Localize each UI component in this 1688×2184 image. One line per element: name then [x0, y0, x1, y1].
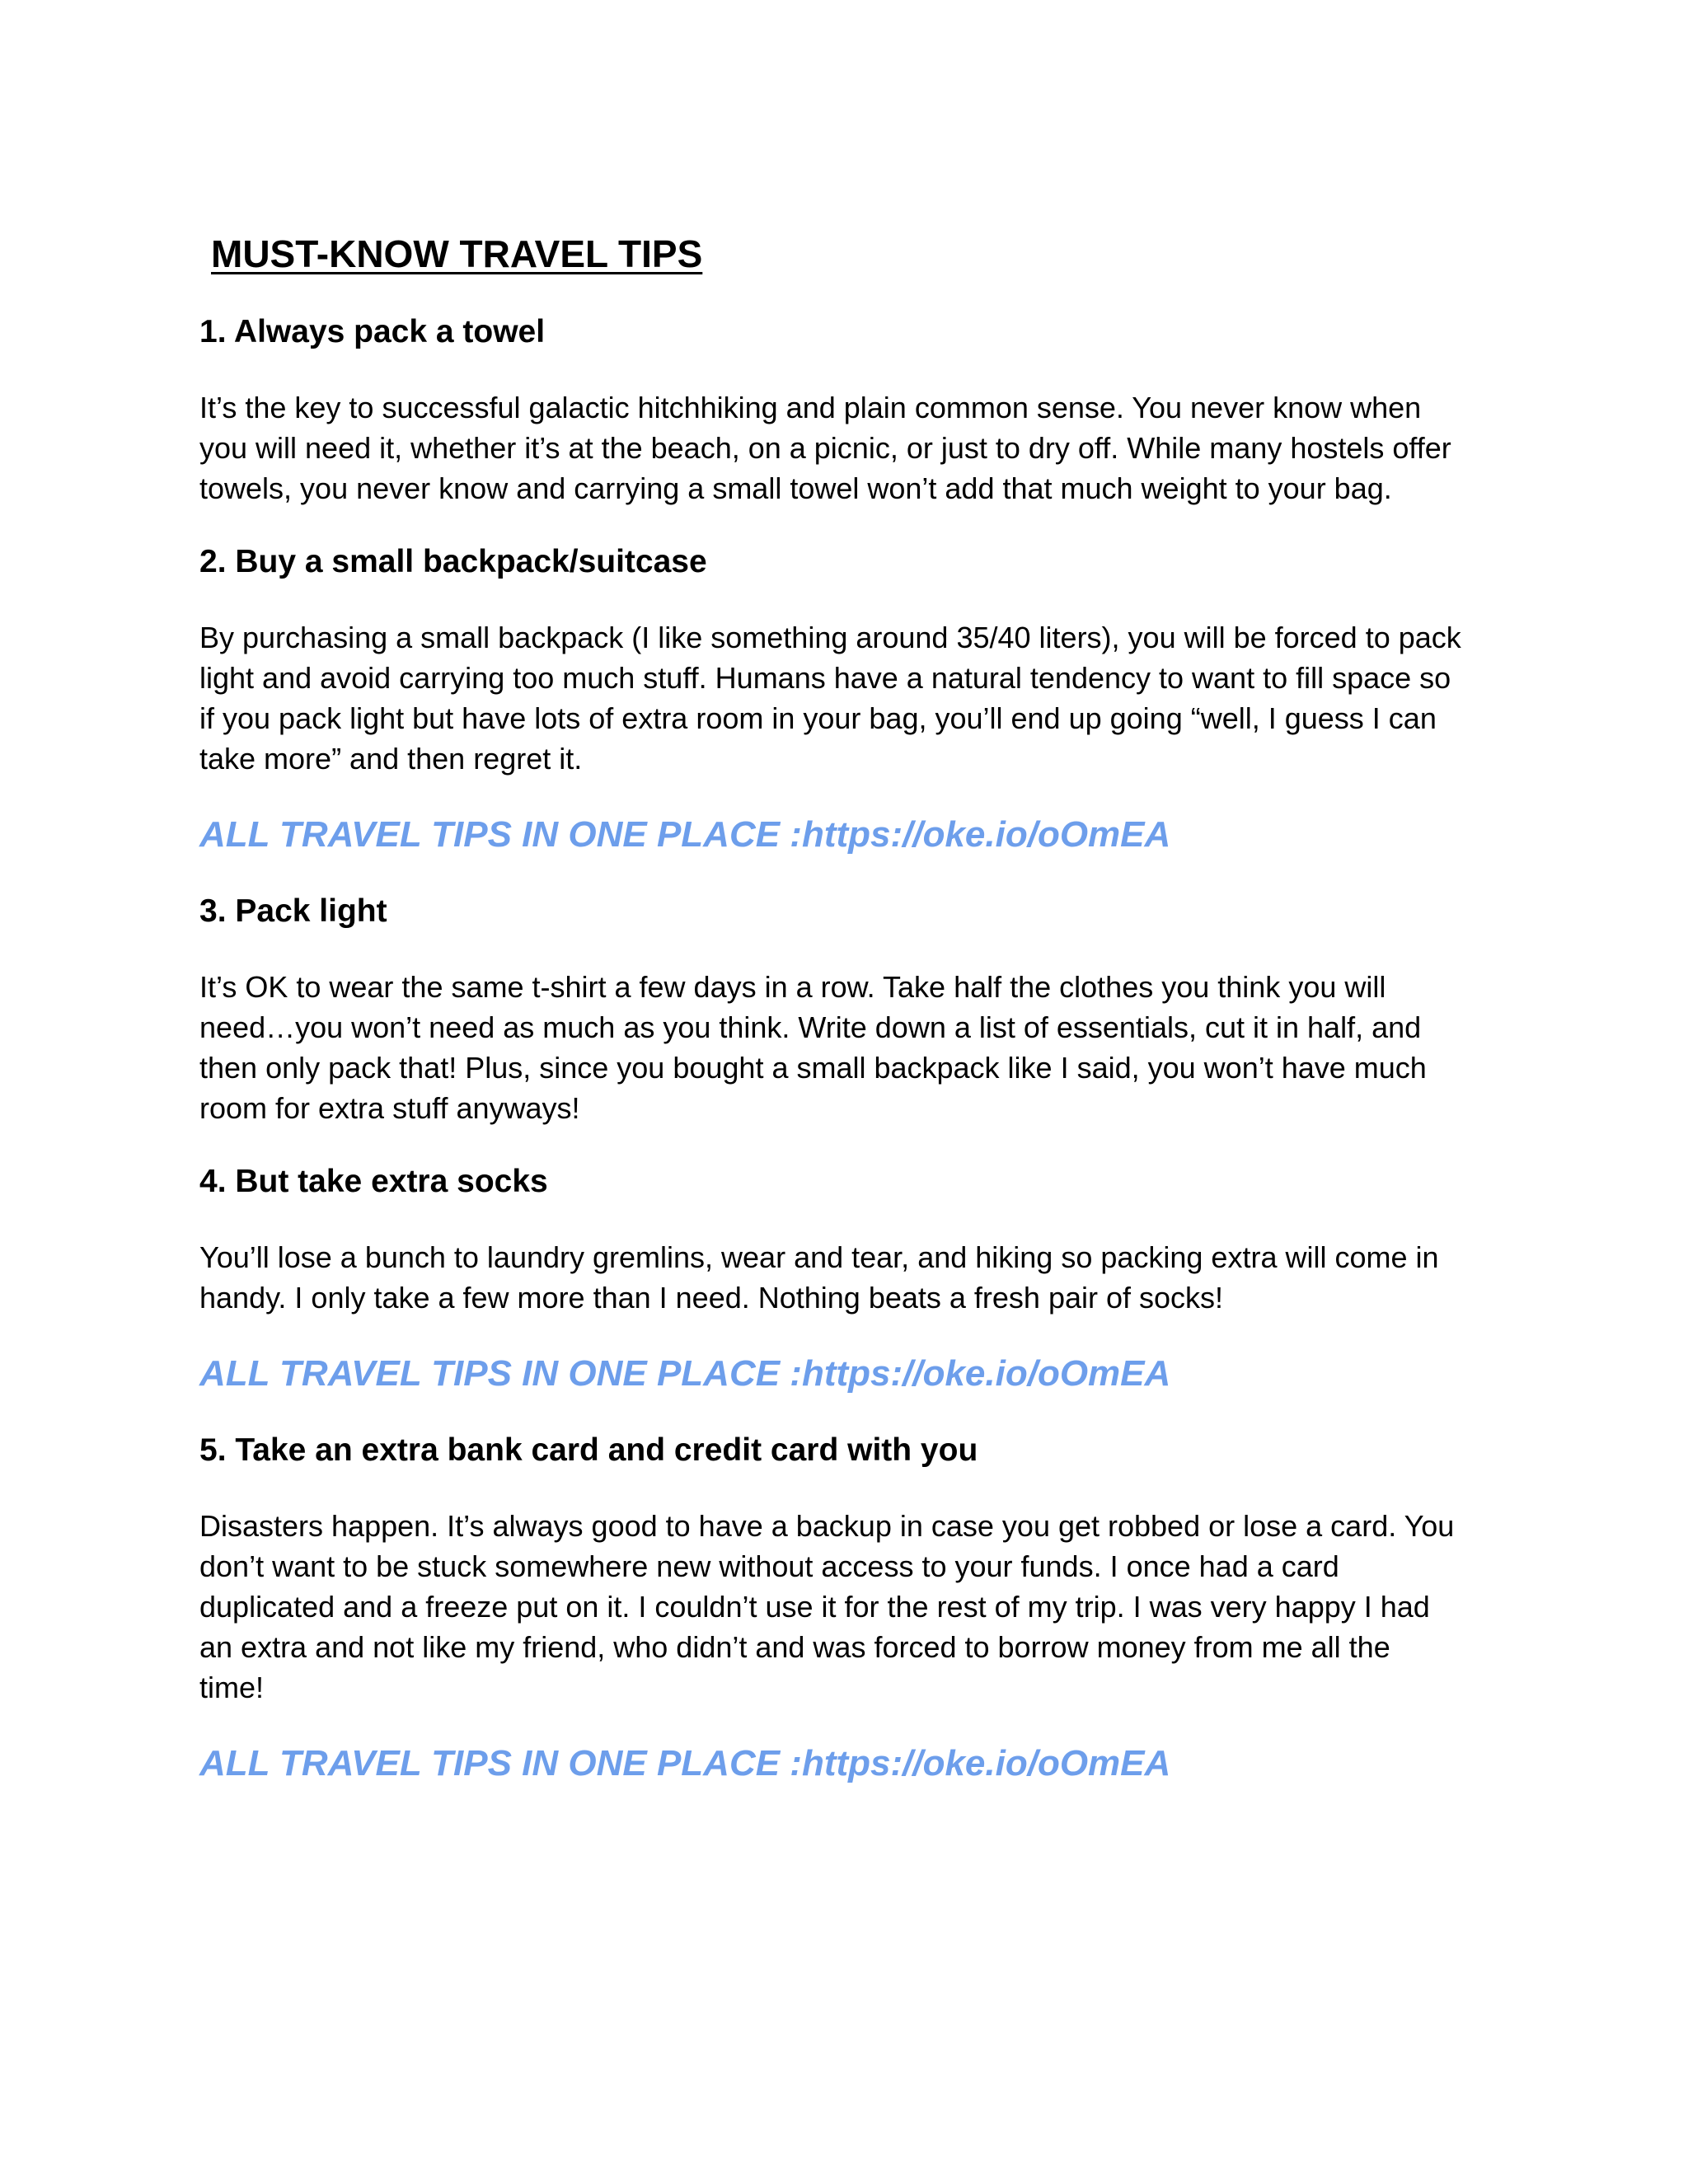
paragraph-line: then only pack that! Plus, since you bought a small backpack like I said, you won’t have much [199, 1051, 1427, 1085]
paragraph-line: room for extra stuff anyways! [199, 1091, 580, 1125]
paragraph-line: Disasters happen. It’s always good to have a backup in case you get robbed or lose a card. You [199, 1509, 1455, 1543]
section-heading-bank-card: 5. Take an extra bank card and credit card with you [199, 1432, 978, 1468]
paragraph-line: you will need it, whether it’s at the beach, on a picnic, or just to dry off. While many hostels offer [199, 431, 1451, 465]
travel-tips-link[interactable]: ALL TRAVEL TIPS IN ONE PLACE :https://oke.io/oOmEA [199, 1353, 1171, 1394]
paragraph-line: need…you won’t need as much as you think. Write down a list of essentials, cut it in half, and [199, 1010, 1422, 1044]
paragraph-line: towels, you never know and carrying a small towel won’t add that much weight to your bag. [199, 471, 1392, 505]
paragraph-line: light and avoid carrying too much stuff. Humans have a natural tendency to want to fill space so [199, 661, 1451, 695]
paragraph-line: take more” and then regret it. [199, 742, 583, 776]
section-paragraph-towel [199, 387, 1502, 509]
paragraph-line: don’t want to be stuck somewhere new without access to your funds. I once had a card [199, 1549, 1339, 1583]
paragraph-line: an extra and not like my friend, who didn’t and was forced to borrow money from me all the [199, 1630, 1390, 1664]
document-body [199, 229, 1502, 1787]
section-heading-backpack: 2. Buy a small backpack/suitcase [199, 544, 707, 579]
paragraph-line: By purchasing a small backpack (I like something around 35/40 liters), you will be forced to pack [199, 621, 1461, 654]
paragraph-line: duplicated and a freeze put on it. I couldn’t use it for the rest of my trip. I was very happy I had [199, 1590, 1430, 1624]
paragraph-line: time! [199, 1671, 265, 1704]
paragraph-line: It’s the key to successful galactic hitchhiking and plain common sense. You never know when [199, 391, 1422, 424]
paragraph-line: You’ll lose a bunch to laundry gremlins, wear and tear, and hiking so packing extra will come in [199, 1240, 1439, 1274]
section-paragraph-socks [199, 1237, 1502, 1318]
travel-tips-link[interactable]: ALL TRAVEL TIPS IN ONE PLACE :https://oke.io/oOmEA [199, 814, 1171, 855]
paragraph-line: if you pack light but have lots of extra room in your bag, you’ll end up going “well, I guess I can [199, 701, 1437, 735]
section-heading-socks: 4. But take extra socks [199, 1164, 548, 1199]
section-heading-towel: 1. Always pack a towel [199, 314, 546, 349]
travel-tips-link[interactable]: ALL TRAVEL TIPS IN ONE PLACE :https://oke.io/oOmEA [199, 1743, 1171, 1783]
section-paragraph-backpack [199, 617, 1502, 779]
section-paragraph-pack-light [199, 967, 1502, 1128]
section-paragraph-bank-card [199, 1506, 1502, 1708]
paragraph-line: It’s OK to wear the same t-shirt a few days in a row. Take half the clothes you think you will [199, 970, 1386, 1004]
page-title: MUST-KNOW TRAVEL TIPS [211, 232, 703, 275]
paragraph-line: handy. I only take a few more than I need. Nothing beats a fresh pair of socks! [199, 1281, 1224, 1315]
section-heading-pack-light: 3. Pack light [199, 893, 387, 929]
